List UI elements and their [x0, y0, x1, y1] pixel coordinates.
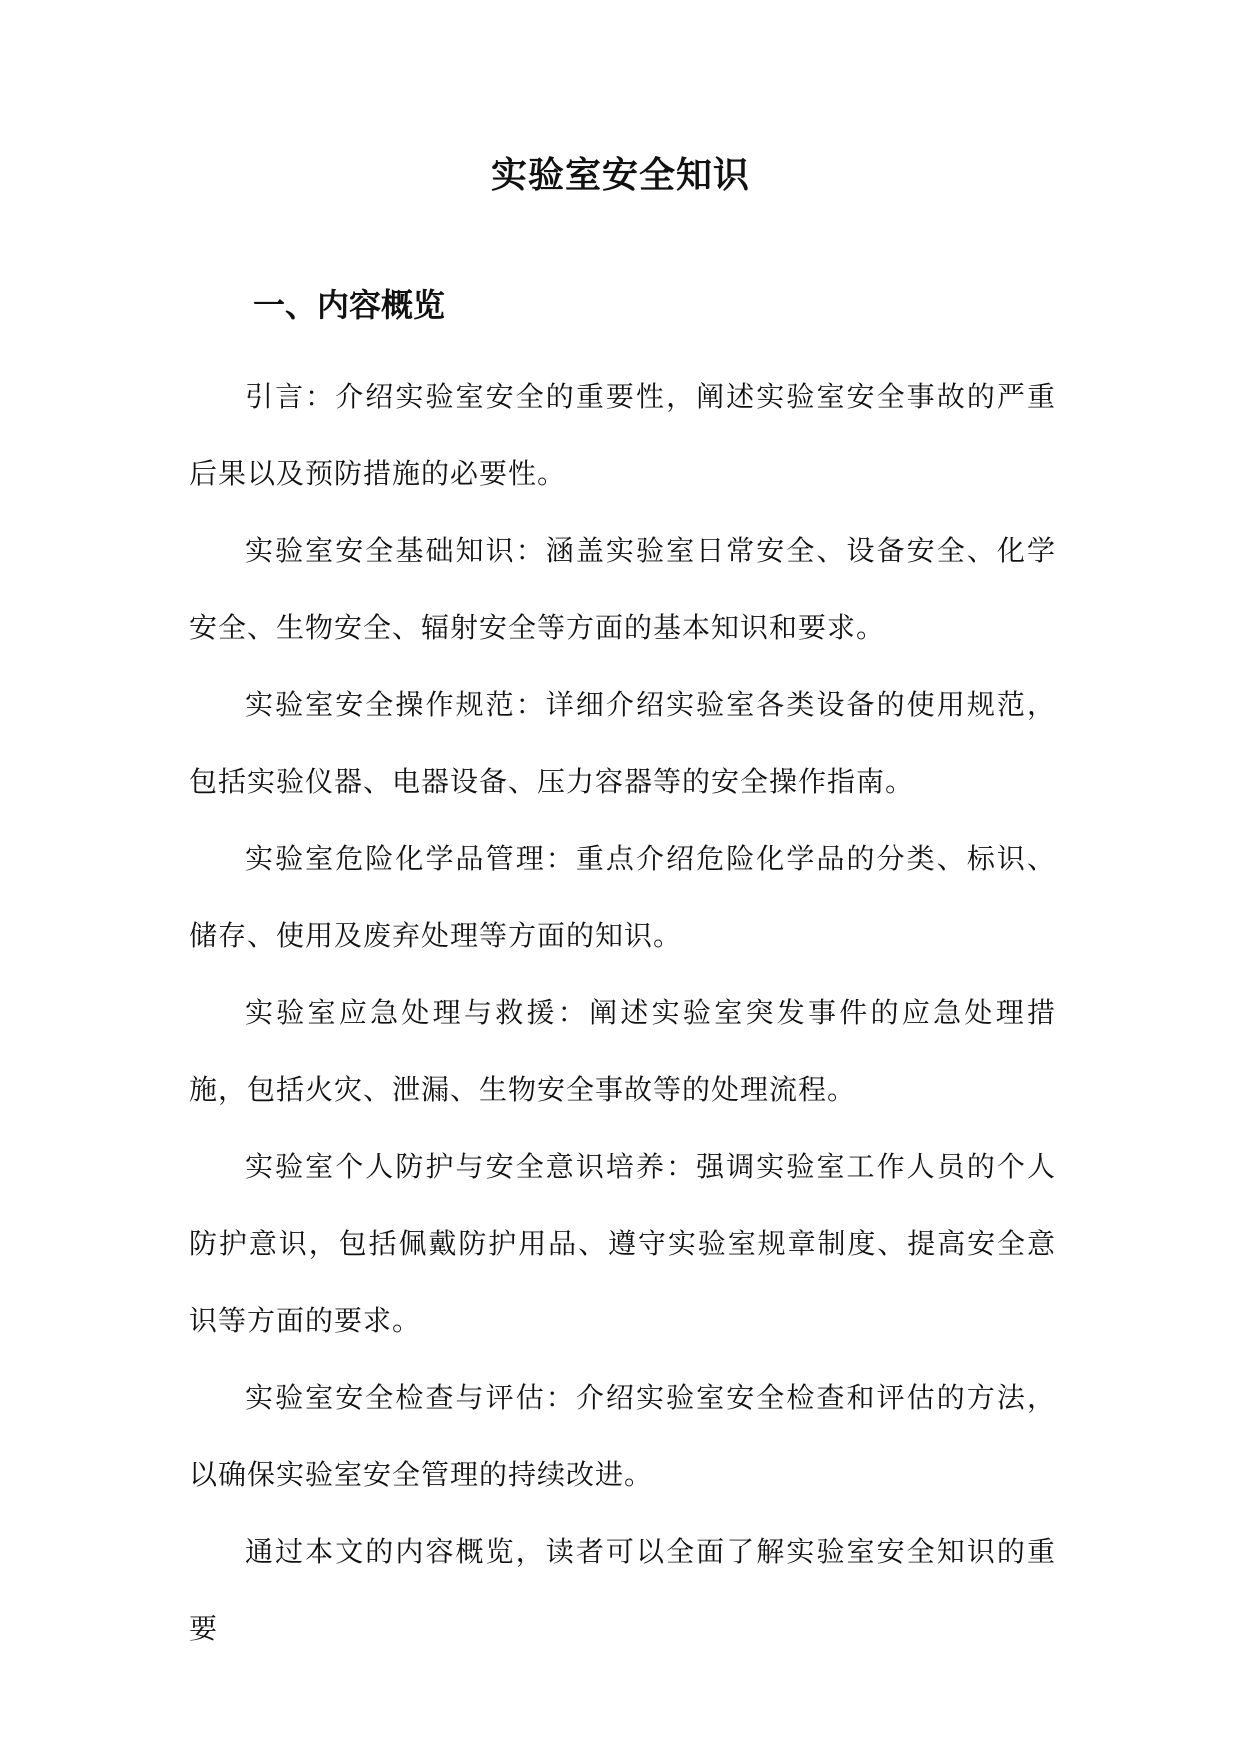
- paragraph-inspection-evaluation: 实验室安全检查与评估：介绍实验室安全检查和评估的方法，以确保实验室安全管理的持续改进。: [189, 1381, 1056, 1491]
- section-heading: 一、内容概览: [253, 286, 446, 324]
- body-text: [189, 358, 1056, 1667]
- paragraph-hazardous-chemicals: 实验室危险化学品管理：重点介绍危险化学品的分类、标识、储存、使用及废弃处理等方面的知识。: [189, 842, 1056, 952]
- paragraph-operating-rules: 实验室安全操作规范：详细介绍实验室各类设备的使用规范，包括实验仪器、电器设备、压力容器等的安全操作指南。: [189, 688, 1056, 798]
- document-title: 实验室安全知识: [490, 154, 750, 196]
- paragraph-introduction: 引言：介绍实验室安全的重要性，阐述实验室安全事故的严重后果以及预防措施的必要性。: [189, 380, 1056, 490]
- paragraph-personal-protection: 实验室个人防护与安全意识培养：强调实验室工作人员的个人防护意识，包括佩戴防护用品、遵守实验室规章制度、提高安全意识等方面的要求。: [189, 1150, 1056, 1337]
- paragraph-summary: 通过本文的内容概览，读者可以全面了解实验室安全知识的重要: [189, 1535, 1056, 1645]
- paragraph-basic-knowledge: 实验室安全基础知识：涵盖实验室日常安全、设备安全、化学安全、生物安全、辐射安全等方面的基本知识和要求。: [189, 534, 1056, 644]
- paragraph-emergency-response: 实验室应急处理与救援：阐述实验室突发事件的应急处理措施，包括火灾、泄漏、生物安全事故等的处理流程。: [189, 996, 1056, 1106]
